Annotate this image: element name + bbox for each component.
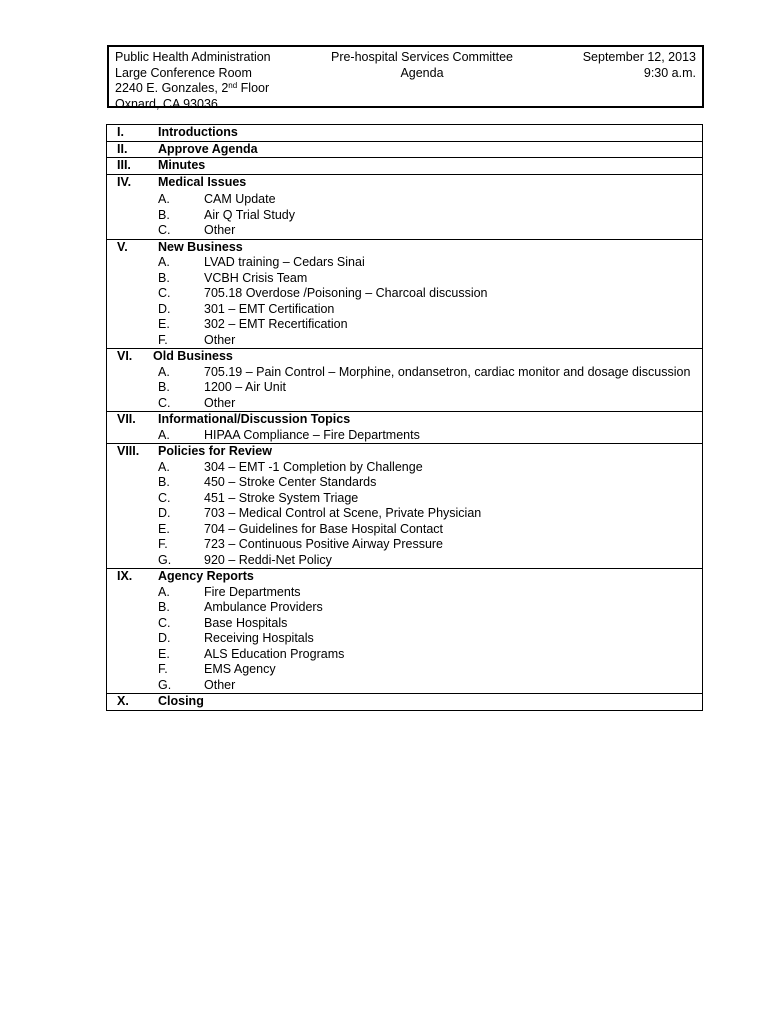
section-title: Policies for Review (158, 444, 272, 458)
agenda-section-heading (107, 142, 702, 158)
section-title: Approve Agenda (158, 141, 258, 156)
meeting-header (107, 45, 704, 111)
item-letter: G. (158, 677, 172, 692)
item-letter: F. (158, 662, 168, 676)
agenda-section-heading (107, 158, 702, 174)
item-text: 920 – Reddi-Net Policy (204, 552, 332, 567)
room-name: Large Conference Room (115, 65, 252, 80)
section-numeral: IX. (117, 569, 133, 583)
section-title: Introductions (158, 125, 238, 139)
document-type: Agenda (400, 65, 444, 80)
agenda-section-heading (107, 569, 702, 585)
item-text: 450 – Stroke Center Standards (204, 475, 377, 489)
agenda-item (107, 647, 702, 663)
section-numeral: X. (117, 694, 129, 708)
item-text: EMS Agency (204, 662, 276, 676)
item-letter: D. (158, 301, 171, 316)
agenda-section (107, 349, 702, 412)
item-letter: C. (158, 395, 171, 410)
agenda-item (107, 491, 702, 507)
item-letter: E. (158, 317, 170, 331)
street-address-text: 2240 E. Gonzales, 2 (115, 81, 229, 95)
section-title: Closing (158, 694, 204, 708)
item-text: Air Q Trial Study (204, 207, 295, 222)
meeting-datetime (583, 50, 696, 81)
agenda-section-heading (107, 444, 702, 460)
agenda-item (107, 600, 702, 616)
meeting-title (327, 50, 517, 81)
agenda-item (107, 678, 702, 694)
agenda-section (107, 412, 702, 444)
item-text: 705.18 Overdose /Poisoning – Charcoal discussion (204, 286, 488, 300)
section-numeral: I. (117, 125, 124, 139)
agenda-item (107, 271, 702, 287)
agenda-item (107, 365, 702, 381)
meeting-location (115, 50, 271, 112)
item-text: CAM Update (204, 192, 276, 206)
item-text: 1200 – Air Unit (204, 380, 286, 394)
item-letter: C. (158, 223, 171, 237)
city-state-zip: Oxnard, CA 93036 (115, 96, 218, 111)
meeting-time: 9:30 a.m. (643, 65, 696, 80)
agenda-item (107, 662, 702, 678)
section-numeral: VI. (117, 349, 133, 363)
item-text: 723 – Continuous Positive Airway Pressure (204, 537, 444, 551)
agenda-section-heading (107, 175, 702, 191)
agenda-item (107, 192, 702, 208)
item-text: 304 – EMT -1 Completion by Challenge (204, 459, 423, 474)
item-text: ALS Education Programs (204, 646, 345, 661)
item-text: Ambulance Providers (204, 600, 323, 614)
agenda-item (107, 317, 702, 333)
item-text: 301 – EMT Certification (204, 301, 335, 316)
item-text: VCBH Crisis Team (204, 270, 308, 285)
item-letter: D. (158, 506, 171, 520)
committee-name: Pre-hospital Services Committee (330, 50, 513, 64)
agenda-item (107, 223, 702, 239)
item-text: Other (204, 223, 236, 237)
item-letter: A. (158, 192, 170, 206)
agenda-item (107, 475, 702, 491)
agenda-item (107, 506, 702, 522)
item-text: LVAD training – Cedars Sinai (204, 255, 365, 269)
agenda-item (107, 537, 702, 553)
meeting-date: September 12, 2013 (582, 50, 696, 64)
section-numeral: VII. (117, 412, 136, 426)
agenda-item (107, 396, 702, 412)
item-letter: C. (158, 286, 171, 300)
agenda-item (107, 380, 702, 396)
agenda-section (107, 569, 702, 694)
item-letter: F. (158, 332, 168, 347)
item-text: Fire Departments (204, 584, 301, 599)
floor-ordinal-suffix: nd (228, 81, 238, 90)
agenda-section-heading (107, 125, 702, 141)
agenda-item (107, 286, 702, 302)
agenda-item (107, 302, 702, 318)
agenda-table (106, 124, 703, 711)
item-letter: A. (158, 584, 170, 599)
item-letter: A. (158, 364, 170, 379)
section-title: Old Business (153, 349, 233, 363)
item-text: 451 – Stroke System Triage (204, 490, 359, 505)
item-letter: B. (158, 207, 170, 222)
agenda-section-heading (107, 412, 702, 428)
agenda-item (107, 631, 702, 647)
agenda-section (107, 694, 702, 710)
agenda-section-heading (107, 349, 702, 365)
item-text: Other (204, 395, 236, 410)
agenda-item (107, 460, 702, 476)
section-title: Informational/Discussion Topics (158, 412, 351, 426)
item-text: 705.19 – Pain Control – Morphine, ondansetron, cardiac monitor and dosage discussion (204, 364, 691, 379)
item-text: Other (204, 332, 236, 347)
street-address (115, 81, 271, 97)
section-numeral: VIII. (117, 444, 140, 458)
item-text: 302 – EMT Recertification (204, 317, 348, 331)
item-text: Other (204, 677, 236, 692)
section-numeral: IV. (117, 174, 132, 189)
item-letter: B. (158, 270, 170, 285)
section-numeral: V. (117, 239, 128, 254)
item-letter: A. (158, 427, 170, 442)
section-title: New Business (158, 239, 243, 254)
agenda-section (107, 444, 702, 569)
agenda-item (107, 255, 702, 271)
agenda-section (107, 125, 702, 142)
section-title: Minutes (158, 158, 206, 172)
agenda-section (107, 142, 702, 159)
agenda-item (107, 522, 702, 538)
section-numeral: III. (117, 158, 131, 172)
item-letter: C. (158, 615, 171, 630)
section-numeral: II. (117, 141, 128, 156)
agenda-item (107, 208, 702, 224)
item-letter: B. (158, 600, 170, 614)
item-letter: A. (158, 255, 170, 269)
item-letter: B. (158, 475, 170, 489)
item-text: HIPAA Compliance – Fire Departments (204, 427, 420, 442)
item-letter: F. (158, 537, 168, 551)
item-letter: A. (158, 459, 170, 474)
item-text: Base Hospitals (204, 615, 288, 630)
item-text: 703 – Medical Control at Scene, Private Physician (204, 506, 482, 520)
agenda-item (107, 428, 702, 444)
agenda-item (107, 553, 702, 569)
agenda-item (107, 333, 702, 349)
section-title: Medical Issues (158, 174, 247, 189)
agenda-section (107, 158, 702, 175)
item-text: Receiving Hospitals (204, 631, 314, 645)
item-letter: C. (158, 490, 171, 505)
item-letter: E. (158, 646, 170, 661)
agenda-section (107, 175, 702, 240)
item-letter: B. (158, 380, 170, 394)
item-letter: E. (158, 521, 170, 536)
organization-name: Public Health Administration (115, 50, 271, 64)
agenda-item (107, 585, 702, 601)
item-text: 704 – Guidelines for Base Hospital Contact (204, 521, 444, 536)
agenda-item (107, 616, 702, 632)
item-letter: G. (158, 552, 172, 567)
agenda-section-heading (107, 240, 702, 256)
item-letter: D. (158, 631, 171, 645)
section-title: Agency Reports (158, 569, 254, 583)
agenda-section-heading (107, 694, 702, 710)
agenda-section (107, 240, 702, 350)
floor-label: Floor (237, 81, 270, 95)
